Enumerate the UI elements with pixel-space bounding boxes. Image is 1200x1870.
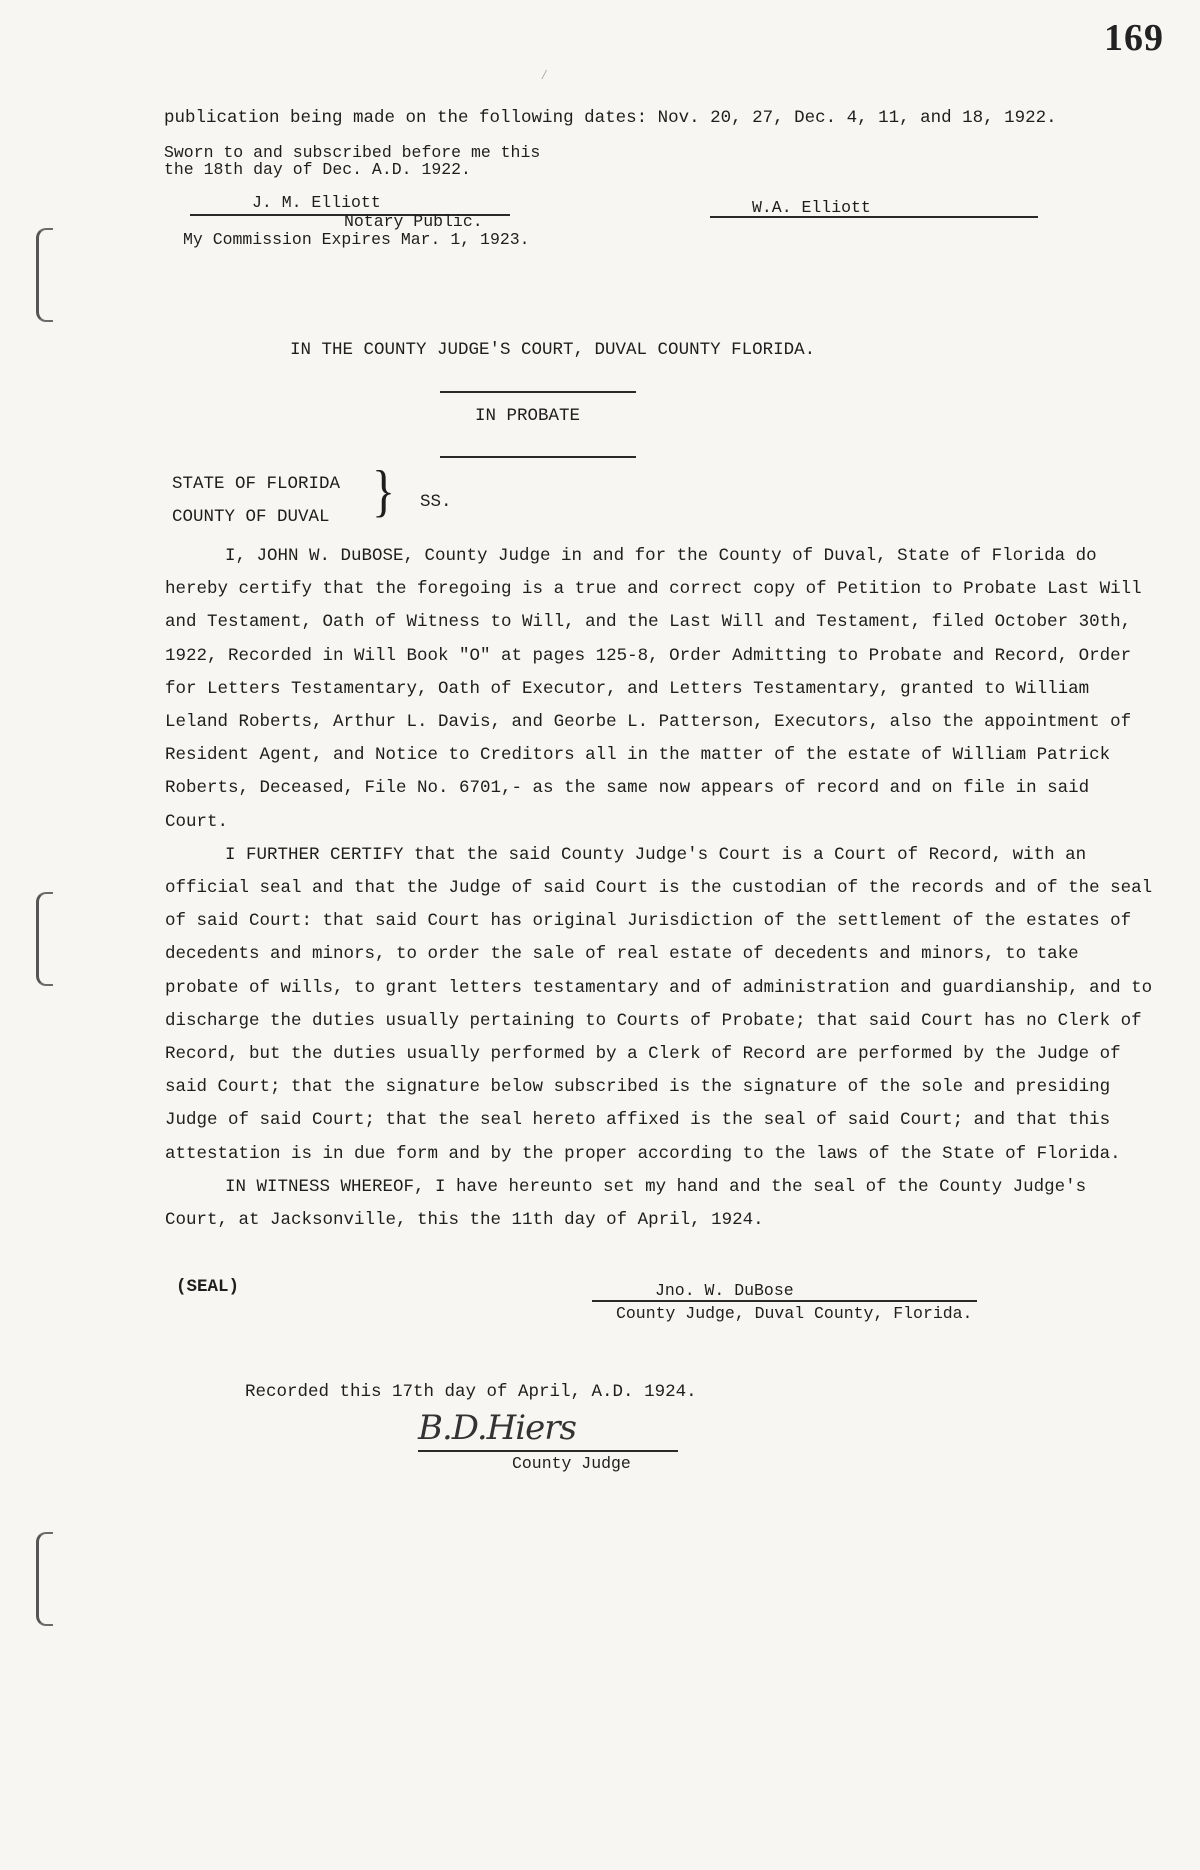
sworn-line-1: Sworn to and subscribed before me this [164,143,541,162]
venue-ss: SS. [420,492,452,512]
venue-state: STATE OF FLORIDA [172,474,341,494]
court-heading: IN THE COUNTY JUDGE'S COURT, DUVAL COUNTY FLORIDA. [290,340,816,360]
judge-signature-line [592,1300,977,1302]
punch-hole-bottom [36,1532,53,1626]
certification-paragraph: I, JOHN W. DuBOSE, County Judge in and for the County of Duval, State of Florida do hereby certify that the foregoing is a true and correct copy of Petition to Probate Last Will and Testament, Oath of Witness to Will, and the Last Will and Testament, filed October 30th, 1922, Recorded in Will Book "O" at pages 125-8, Order Admitting to Probate and Record, Order for Letters Testamentary, Oath of Executor, and Letters Testamentary, granted to William Leland Roberts, Arthur L. Davis, and Georbe L. Patterson, Executors, also the appointment of Resident Agent, and Notice to Creditors all in the matter of the estate of William Patrick Roberts, Deceased, File No. 6701,- as the same now appears of record and on file in said Court. [165,546,1142,832]
commission-expires: My Commission Expires Mar. 1, 1923. [183,230,530,249]
seal-label: (SEAL) [176,1277,240,1297]
certificate-body [165,540,1155,1237]
judge-signature: Jno. W. DuBose [655,1281,794,1300]
sworn-line-2: the 18th day of Dec. A.D. 1922. [164,160,471,179]
heading-rule-bottom [440,456,636,458]
recorder-signature: B.D.Hiers [418,1408,576,1448]
venue-county: COUNTY OF DUVAL [172,507,330,527]
recorder-signature-line [418,1450,678,1452]
witness-paragraph: IN WITNESS WHEREOF, I have hereunto set my hand and the seal of the County Judge's Court, at Jacksonville, this the 11th day of April, 1924. [165,1176,1087,1231]
judge-title: County Judge, Duval County, Florida. [616,1304,973,1323]
further-certify-paragraph: I FURTHER CERTIFY that the said County Judge's Court is a Court of Record, with an official seal and that the Judge of said Court is the custodian of the records and of the seal of said Court: that said Court has original Jurisdiction of the settlement of the estates of decedents and minors, to order the sale of real estate of decedents and minors, to take probate of wills, to grant letters testamentary and of administration and guardianship, and to discharge the duties usually pertaining to Courts of Probate; that said Court has no Clerk of Record, but the duties usually performed by a Clerk of Record are performed by the Judge of said Court; that the signature below subscribed is the signature of the sole and presiding Judge of said Court; that the seal hereto affixed is the seal of said Court; and that this attestation is in due form and by the proper according to the laws of the State of Florida. [165,844,1153,1164]
recorded-line: Recorded this 17th day of April, A.D. 1924. [245,1382,697,1402]
notary-title: Notary Public. [344,212,483,231]
heading-rule-top [440,391,636,393]
venue-brace: } [372,459,396,524]
ink-smudge: ⁄ [540,68,549,84]
punch-hole-top [36,228,53,322]
notary-signature: J. M. Elliott [252,193,381,212]
page-number: 169 [1104,17,1164,59]
probate-heading: IN PROBATE [475,406,581,426]
punch-hole-middle [36,892,53,986]
affiant-signature: W.A. Elliott [752,198,871,217]
publication-line: publication being made on the following dates: Nov. 20, 27, Dec. 4, 11, and 18, 1922. [164,108,1057,128]
recorder-title: County Judge [512,1454,631,1473]
